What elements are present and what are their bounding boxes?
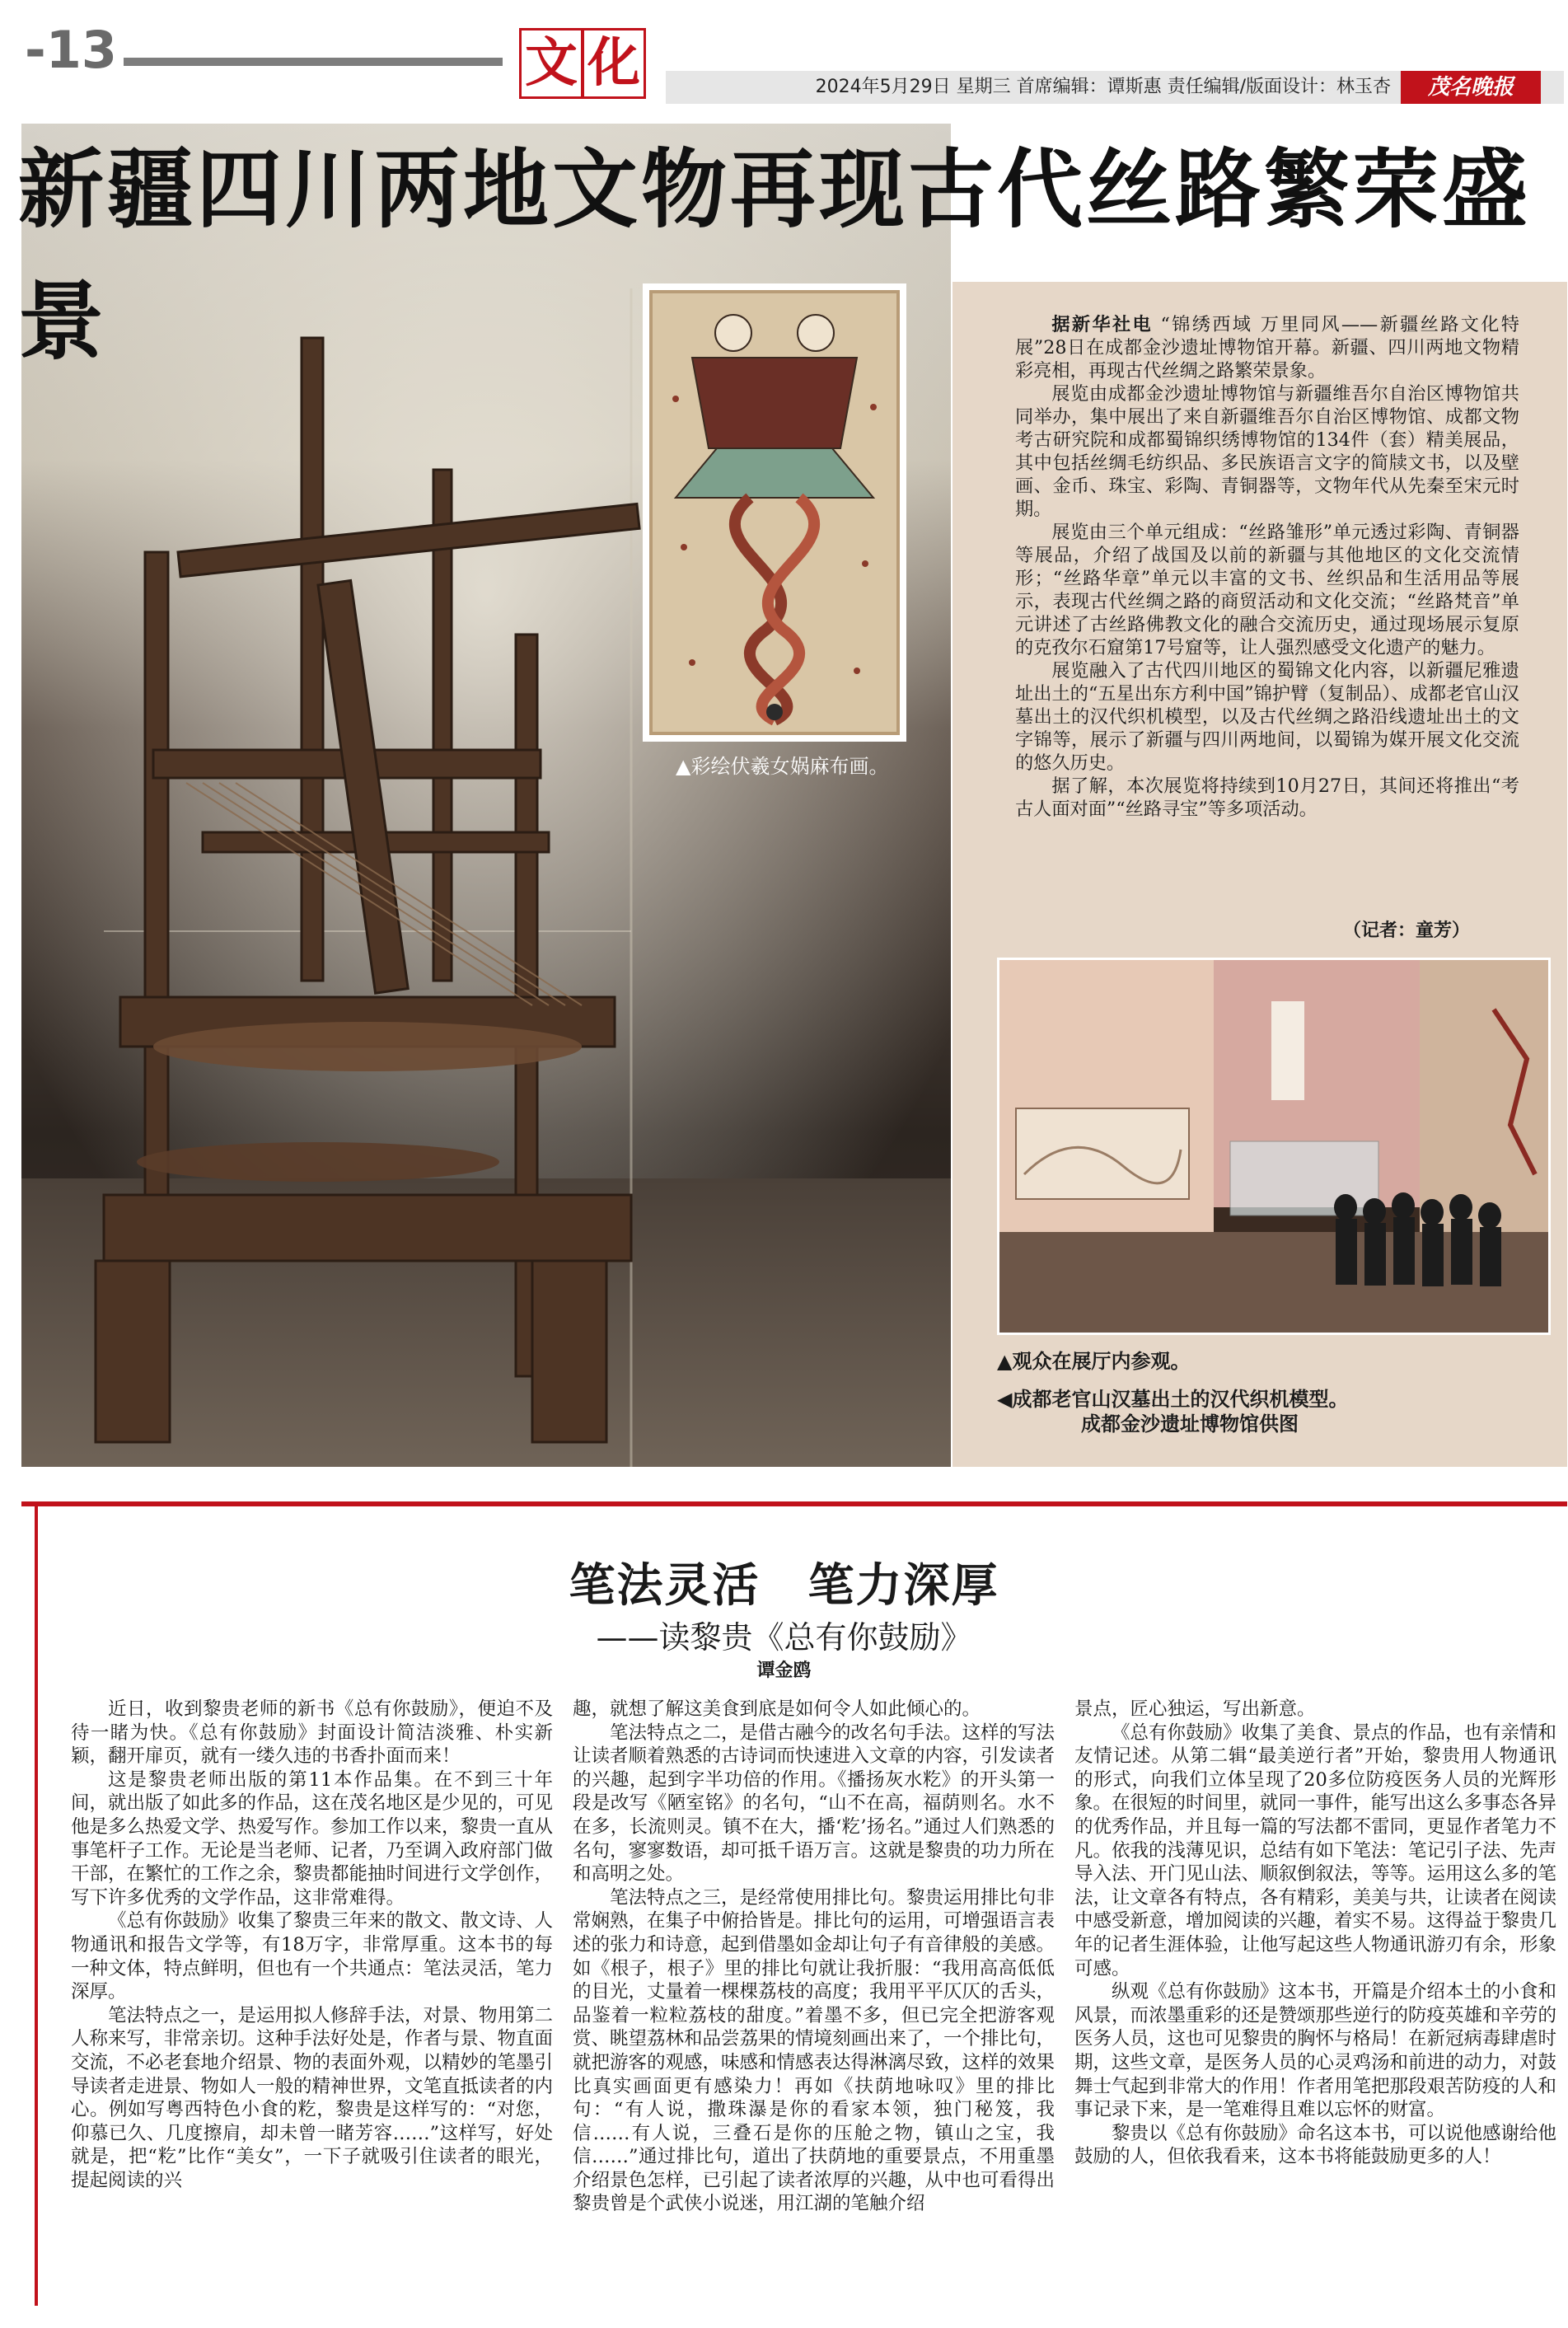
exhibition-hall-photo [997, 958, 1551, 1335]
feature-headline: 新疆四川两地文物再现古代丝路繁荣盛景 [18, 139, 1532, 372]
review-column-1 [71, 1698, 553, 2192]
article-paragraph: 据新华社电 “锦绣西域 万里同风——新疆丝路文化特展”28日在成都金沙遗址博物馆开幕。新疆、四川两地文物精彩亮相，再现古代丝绸之路繁荣景象。 [1015, 314, 1519, 382]
article-paragraph: 展览融入了古代四川地区的蜀锦文化内容，以新疆尼雅遗址出土的“五星出东方利中国”锦护臂（复制品）、成都老官山汉墓出土的汉代织机模型，以及古代丝绸之路沿线遗址出土的文字锦等，展示了新疆与四川两地间，以蜀锦为媒开展文化交流的悠久历史。 [1015, 660, 1519, 774]
article-paragraph: 笔法特点之三，是经常使用排比句。黎贵运用排比句非常娴熟，在集子中俯拾皆是。排比句的运用，可增强语言表述的张力和诗意，起到借墨如金却让句子有音律般的美感。如《根子，根子》里的排比句就让我折服：“我用高高低低的目光，丈量着一棵棵荔枝的高度；我用平平仄仄的舌头，品鉴着一粒粒荔枝的甜度。”着墨不多，但已完全把游客观赏、眺望荔林和品尝荔果的情境刻画出来了，一个排比句，就把游客的观感，味感和情感表达得淋漓尽致，这样的效果比真实画面更有感染力！再如《扶荫地咏叹》里的排比句：“有人说，撒珠瀑是你的看家本领，独门秘笈，我信……有人说，三叠石是你的压舱之物，镇山之宝，我信……”通过排比句，道出了扶荫地的重要景点，不用重墨介绍景色怎样，已引起了读者浓厚的兴趣，从中也可看得出黎贵曾是个武侠小说迷，用江湖的笔触介绍 [573, 1886, 1055, 2215]
article-paragraph: 景点，匠心独运，写出新意。 [1074, 1698, 1316, 1720]
review-author: 谭金鸥 [756, 1661, 812, 1681]
article-paragraph: 黎贵以《总有你鼓励》命名这本书，可以说他感谢给他鼓励的人，但依我看来，这本书将能鼓励更多的人！ [1074, 2122, 1557, 2168]
fuxi-nuwa-illustration [643, 283, 906, 742]
reporter-credit: （记者：童芳） [1343, 920, 1471, 941]
silk-painting-caption: ▲彩绘伏羲女娲麻布画。 [676, 755, 889, 778]
exhibition-hall-illustration [999, 960, 1548, 1333]
photo-credit: 成都金沙遗址博物馆供图 [1081, 1412, 1299, 1436]
article-paragraph: 据了解，本次展览将持续到10月27日，其间还将推出“考古人面对面”“丝路寻宝”等多项活动。 [1015, 775, 1519, 820]
article-paragraph: 展览由成都金沙遗址博物馆与新疆维吾尔自治区博物馆共同举办，集中展出了来自新疆维吾尔自治区博物馆、成都文物考古研究院和成都蜀锦织绣博物馆的134件（套）精美展品，其中包括丝绸毛纺织品、多民族语言文字的简牍文书，以及壁画、金币、珠宝、彩陶、青铜器等，文物年代从先秦至宋元时期。 [1015, 383, 1519, 520]
dateline: 据新华社电 [1051, 314, 1154, 335]
article-paragraph: 笔法特点之二，是借古融今的改名句手法。这样的写法让读者顺着熟悉的古诗词而快速进入文章的内容，引发读者的兴趣，起到字半功倍的作用。《播扬灰水籺》的开头第一段是改写《陋室铭》的名句，“山不在高，福荫则名。水不在多，长流则灵。镇不在大，播‘籺’扬名。”通过人们熟悉的名句，寥寥数语，却可抵千语万言。这就是黎贵的功力所在和高明之处。 [573, 1721, 1055, 1885]
section-label-char-1: 文 [519, 28, 583, 99]
review-subtitle: ——读黎贵《总有你鼓励》 [596, 1619, 972, 1656]
article-paragraph: 展览由三个单元组成：“丝路雏形”单元透过彩陶、青铜器等展品，介绍了战国及以前的新疆与其他地区的文化交流情形；“丝路华章”单元以丰富的文书、丝织品和生活用品等展示，表现古代丝绸之路的商贸活动和文化交流；“丝路梵音”单元讲述了古丝路佛教文化的融合交流历史，通过现场展示复原的克孜尔石窟第17号窟等，让人强烈感受文化遗产的魅力。 [1015, 522, 1519, 658]
newspaper-logo: 茂名晚报 [1401, 71, 1541, 104]
edition-info: 2024年5月29日 星期三 首席编辑：谭斯惠 责任编辑/版面设计：林玉杏 [815, 77, 1391, 97]
article-paragraph: 《总有你鼓励》收集了美食、景点的作品，也有亲情和友情记述。从第二辑“最美逆行者”开始，黎贵用人物通讯的形式，向我们立体呈现了20多位防疫医务人员的光辉形象。在很短的时间里，就同一事件，能写出这么多事态各异的优秀作品，并且每一篇的写法都不雷同，更显作者笔力不凡。依我的浅薄见识，总结有如下笔法：笔记引子法、先声导入法、开门见山法、顺叙倒叙法，等等。运用这么多的笔法，让文章各有特点，各有精彩，美美与共，让读者在阅读中感受新意，增加阅读的兴趣，着实不易。这得益于黎贵几年的记者生涯体验，让他写起这些人物通讯游刃有余，形象可感。 [1074, 1721, 1557, 1979]
fuxi-nuwa-painting [643, 283, 906, 742]
visitors-caption: ▲观众在展厅内参观。 [997, 1350, 1191, 1373]
article-paragraph: 趣，就想了解这美食到底是如何令人如此倾心的。 [573, 1698, 981, 1720]
review-column-3 [1074, 1698, 1556, 2169]
section-divider [21, 1501, 1567, 1506]
article-paragraph: 纵观《总有你鼓励》这本书，开篇是介绍本土的小食和风景，而浓墨重彩的还是赞颂那些逆行的防疫英雄和辛劳的医务人员，这也可见黎贵的胸怀与格局！在新冠病毒肆虐时期，这些文章，是医务人员的心灵鸡汤和前进的动力，对鼓舞士气起到非常大的作用！作者用笔把那段艰苦防疫的人和事记录下来，是一笔难得且难以忘怀的财富。 [1074, 1981, 1557, 2121]
review-column-2 [573, 1698, 1055, 2216]
article-paragraph: 《总有你鼓励》收集了黎贵三年来的散文、散文诗、人物通讯和报告文学等，有18万字，非常厚重。这本书的每一种文体，特点鲜明，但也有一个共通点：笔法灵活，笔力深厚。 [71, 1910, 554, 2003]
page-number: -13 [25, 20, 118, 80]
article-paragraph: 笔法特点之一，是运用拟人修辞手法，对景、物用第二人称来写，非常亲切。这种手法好处是，作者与景、物直面交流，不必老套地介绍景、物的表面外观，以精妙的笔墨引导读者走进景、物如人一般的精神世界，文笔直抵读者的内心。例如写粤西特色小食的籺，黎贵是这样写的：“对您，仰慕已久、几度擦肩，却未曾一睹芳容……”这样写，好处就是，把“籺”比作“美女”，一下子就吸引住读者的眼光，提起阅读的兴 [71, 2004, 554, 2191]
header-rule [124, 58, 503, 66]
section-label-char-2: 化 [582, 28, 646, 99]
feature-article-body [1015, 313, 1519, 821]
loom-caption: ◀成都老官山汉墓出土的汉代织机模型。 [997, 1388, 1349, 1411]
review-headline: 笔法灵活 笔力深厚 [569, 1559, 999, 1613]
article-paragraph: 近日，收到黎贵老师的新书《总有你鼓励》，便迫不及待一睹为快。《总有你鼓励》封面设计简洁淡雅、朴实新颖，翻开扉页，就有一缕久违的书香扑面而来！ [71, 1698, 553, 1768]
article-paragraph: 这是黎贵老师出版的第11本作品集。在不到三十年间，就出版了如此多的作品，这在茂名地区是少见的，可见他是多么热爱文学、热爱写作。参加工作以来，黎贵一直从事笔杆子工作。无论是当老师、记者，乃至调入政府部门做干部，在繁忙的工作之余，黎贵都能抽时间进行文学创作，写下许多优秀的文学作品，这非常难得。 [71, 1768, 554, 1909]
